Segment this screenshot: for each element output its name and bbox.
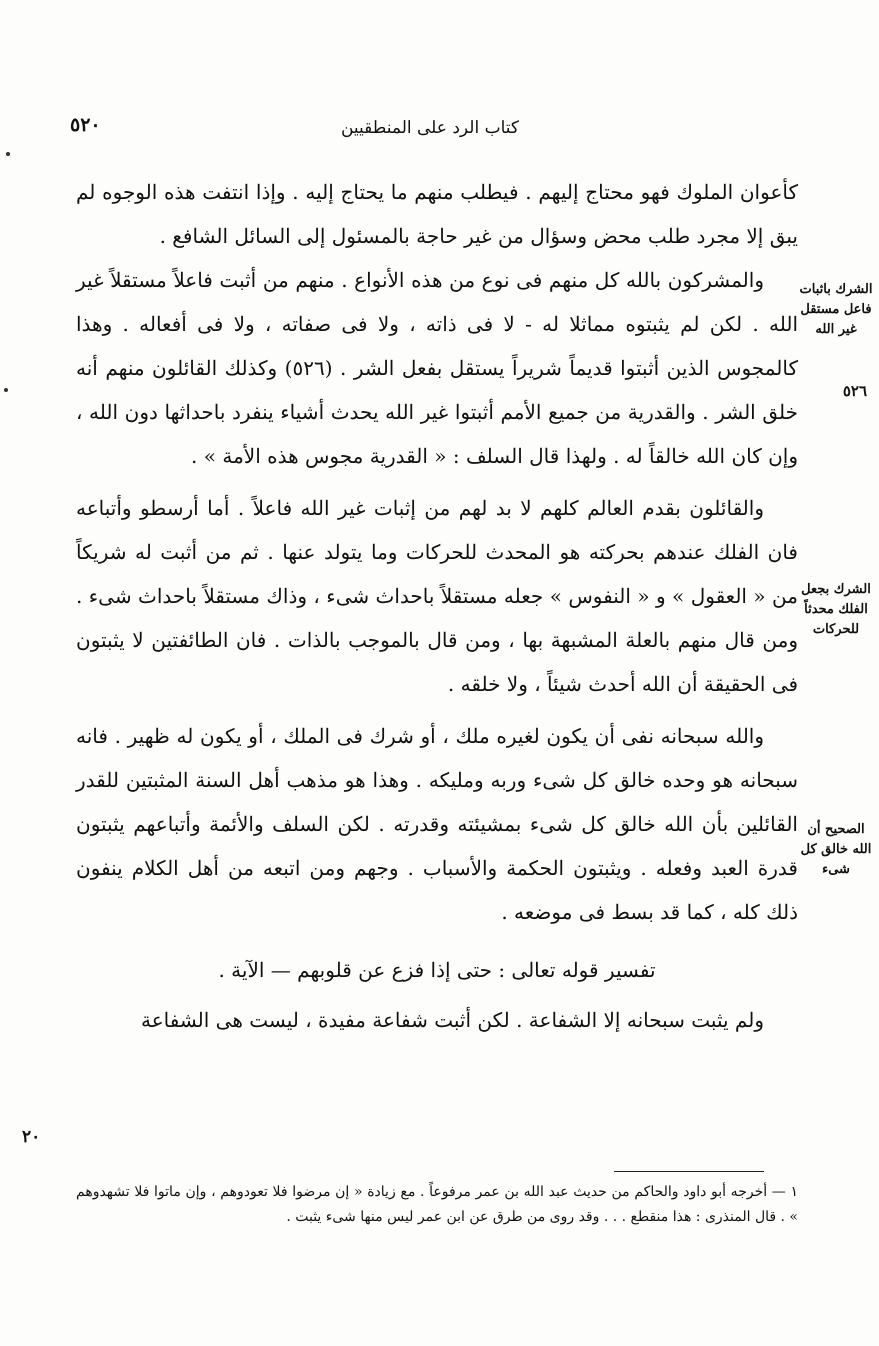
footnote-divider	[614, 1171, 764, 1172]
margin-note-god-creator: الصحيح أن الله خالق كل شىء	[800, 822, 872, 877]
scan-mark	[6, 152, 10, 156]
margin-note-shirk-independent-agent: الشرك باثبات فاعل مستقل غير الله	[799, 282, 873, 337]
running-title: كتاب الرد على المنطقيين	[340, 118, 520, 138]
paragraph-3: والقائلون بقدم العالم كلهم لا بد لهم من إثبات غير الله فاعلاً . أما أرسطو وأتباعه فان الفلك عندهم بحركته هو المحدث للحركات وما يتولد عنها . ثم من أثبت له شريكاً من « العقول » و « النفوس » جعله مستقلاً باحداث شىء ، وذاك مستقلاً باحداث شىء . ومن قال منهم بالعلة المشبهة بها ، ومن قال بالموجب بالذات . فان الطائفتين لا يثبتون فى الحقيقة أن الله أحدث شيئاً ، ولا خلقه .	[76, 496, 798, 696]
page-number: ٥٢٠	[70, 114, 101, 136]
line-number: ٢٠	[22, 1127, 41, 1147]
main-text	[76, 170, 798, 1042]
footnote-1: ١ — أخرجه أبو داود والحاكم من حديث عبد الله بن عمر مرفوعاً . مع زيادة « إن مرضوا فلا تعودوهم ، وإن ماتوا فلا تشهدوهم » . قال المنذرى : هذا منقطع . . . وقد روى من طرق عن ابن عمر ليس منها شىء يثبت .	[76, 1184, 798, 1225]
margin-note-shirk-celestial-sphere: الشرك بجعل الفلك محدثاً للحركات	[801, 582, 871, 637]
scan-mark	[4, 388, 8, 392]
paragraph-2: والمشركون بالله كل منهم فى نوع من هذه الأنواع . منهم من أثبت فاعلاً مستقلاً غير الله . لكن لم يثبتوه مماثلا له - لا فى ذاته ، ولا فى صفاته ، ولا فى أفعاله . وهذا كالمجوس الذين أثبتوا قديماً شريراً يستقل بفعل الشر . (٥٢٦) وكذلك القائلون منهم أنه خلق الشر . والقدرية من جميع الأمم أثبتوا غير الله يحدث أشياء ينفرد باحداثها دون الله ، وإن كان الله خالقاً له . ولهذا قال السلف : « القدرية مجوس هذه الأمة » .	[76, 268, 798, 468]
page-header	[70, 110, 790, 146]
section-heading: تفسير قوله تعالى : حتى إذا فزع عن قلوبهم — الآية .	[218, 958, 656, 982]
paragraph-5: ولم يثبت سبحانه إلا الشفاعة . لكن أثبت شفاعة مفيدة ، ليست هى الشفاعة	[140, 1008, 764, 1032]
paragraph-4: والله سبحانه نفى أن يكون لغيره ملك ، أو شرك فى الملك ، أو يكون له ظهير . فانه سبحانه هو وحده خالق كل شىء وربه ومليكه . وهذا هو مذهب أهل السنة المثبتين للقدر القائلين بأن الله خالق كل شىء بمشيئته وقدرته . لكن السلف والأئمة وأتباعهم يثبتون قدرة العبد وفعله . ويثبتون الحكمة والأسباب . وجهم ومن اتبعه من أهل الكلام ينفون ذلك كله ، كما قد بسط فى موضعه .	[76, 724, 798, 924]
margin-page-ref: ٥٢٦	[842, 382, 867, 400]
footnotes	[76, 1180, 798, 1230]
paragraph-1: كأعوان الملوك فهو محتاج إليهم . فيطلب منهم ما يحتاج إليه . وإذا انتفت هذه الوجوه لم يبق إلا مجرد طلب محض وسؤال من غير حاجة بالمسئول إلى السائل الشافع .	[76, 180, 798, 248]
